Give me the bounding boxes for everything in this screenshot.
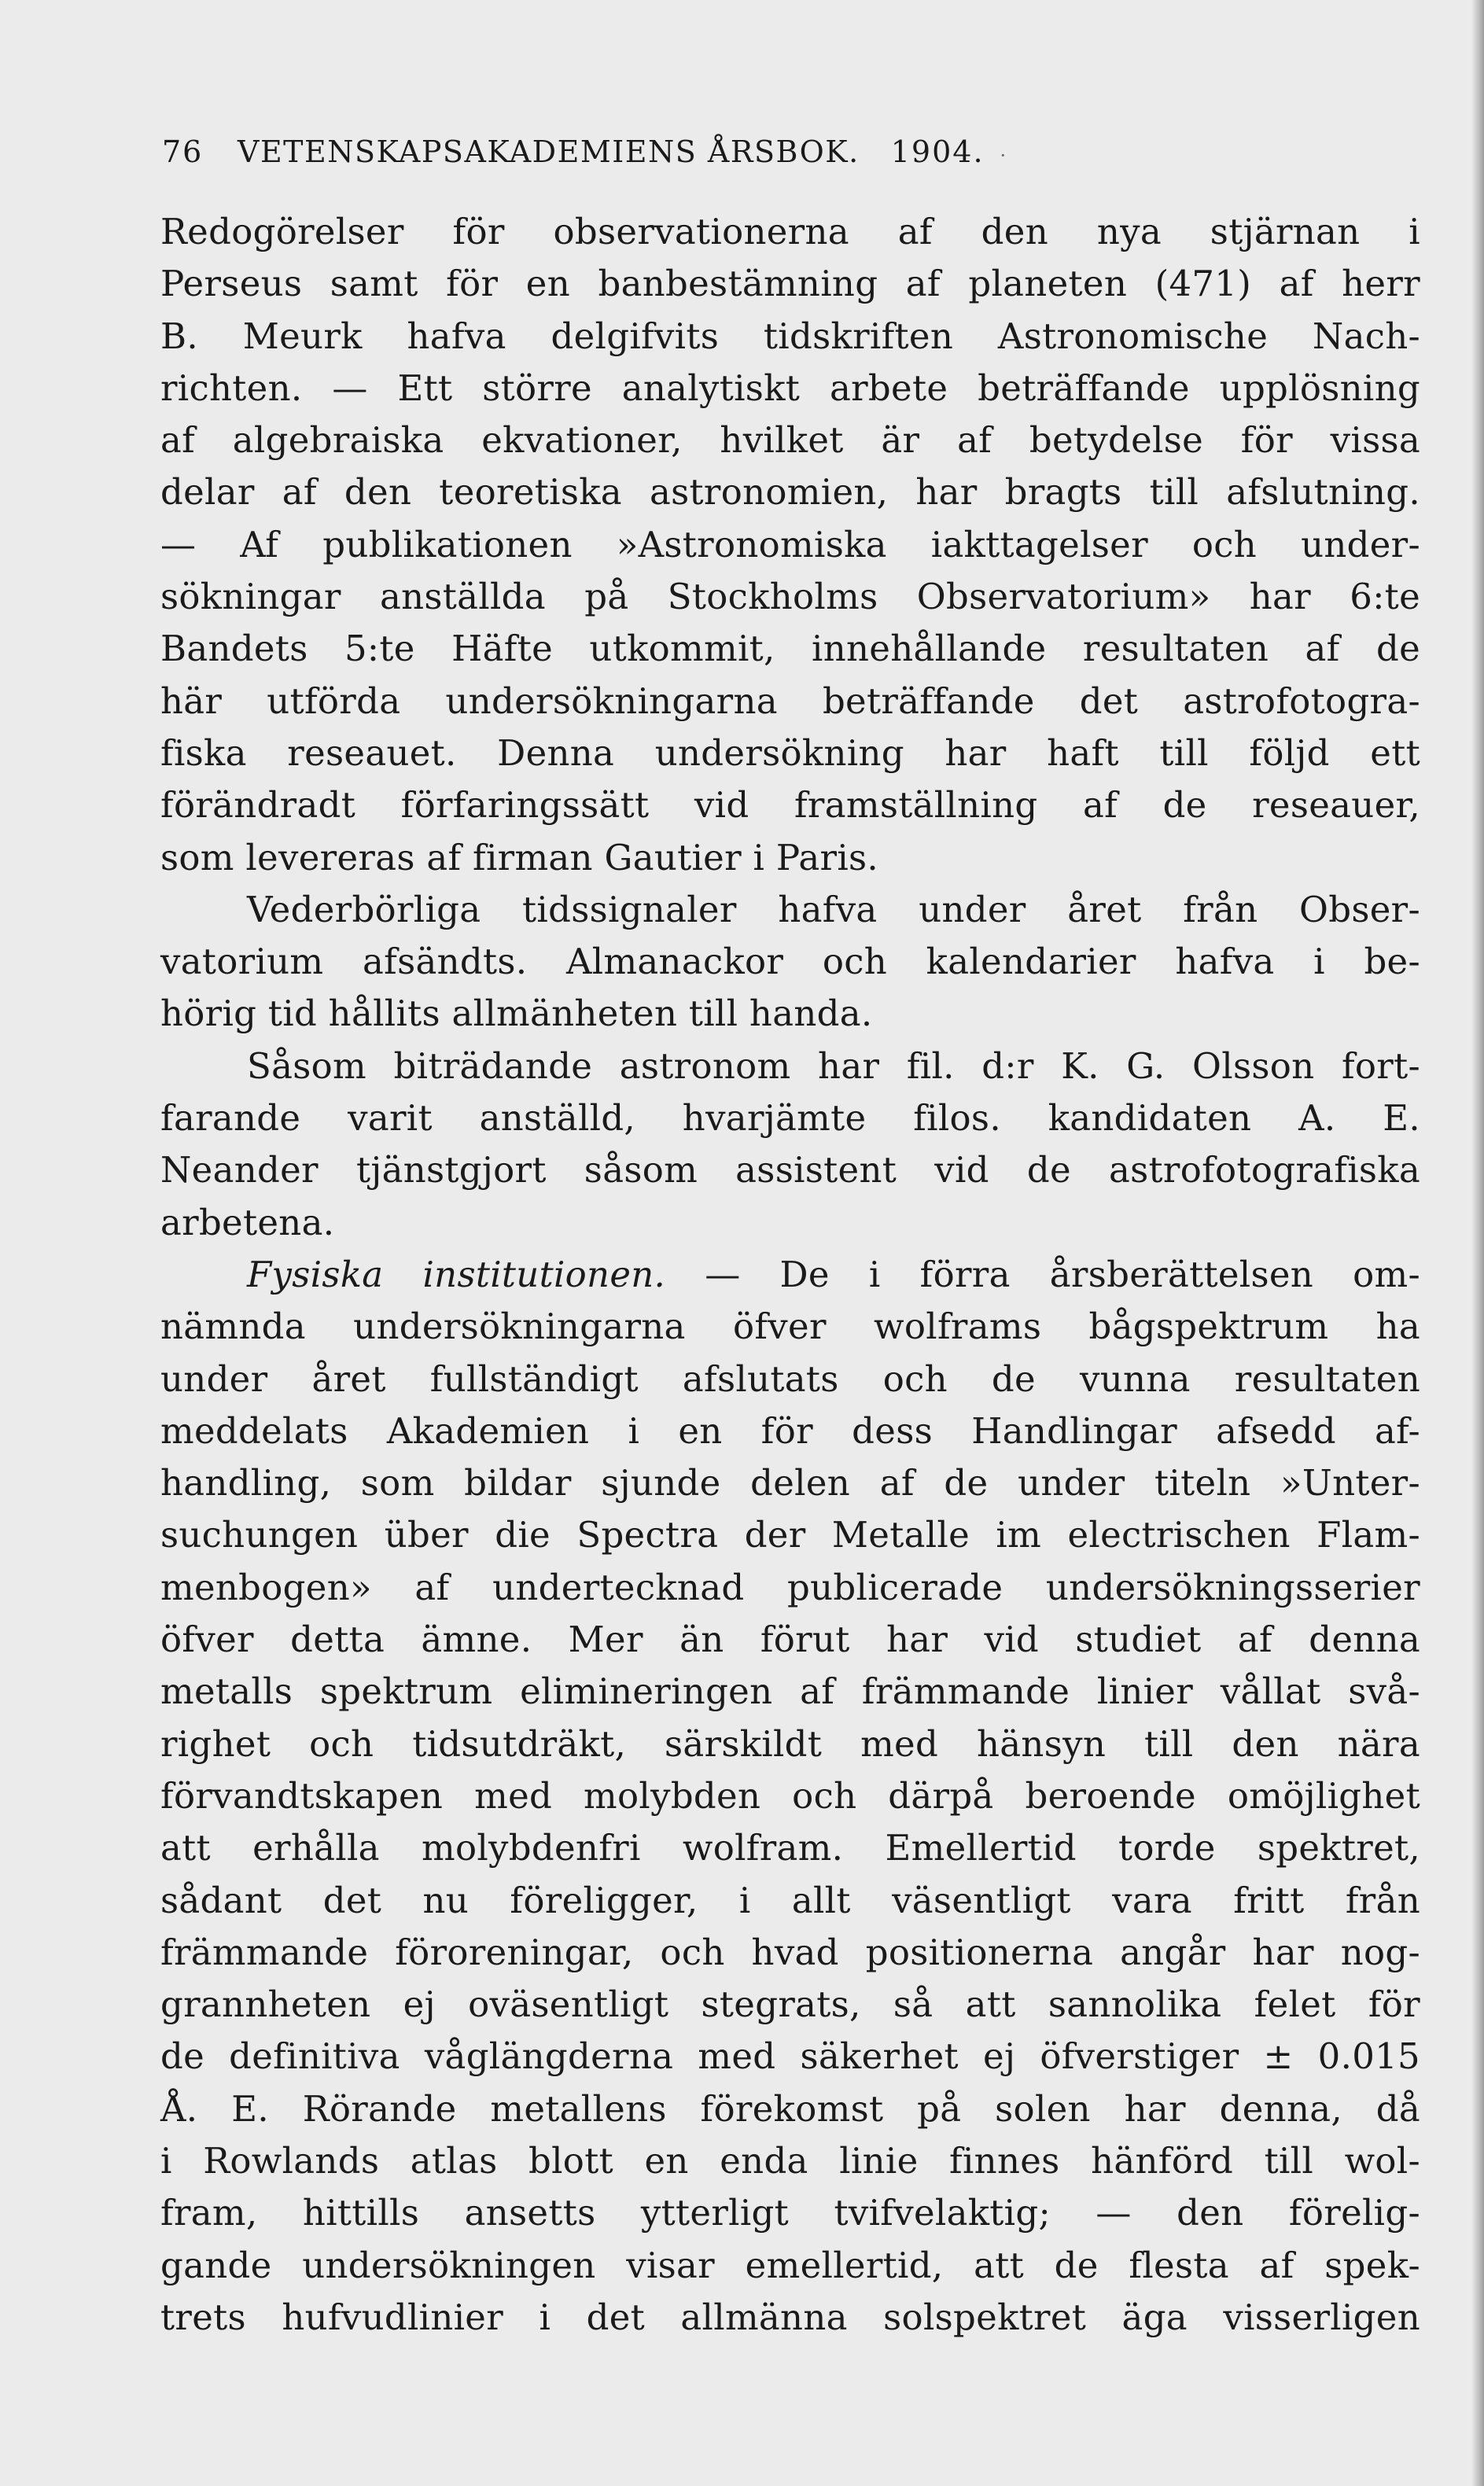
text-line: gande undersökningen visar emellertid, att de flesta af spek- (160, 2244, 1420, 2286)
text-line: — De i förra årsberättelsen om- (705, 1253, 1420, 1295)
text-line: i Rowlands atlas blott en enda linie finnes hänförd till wol- (160, 2139, 1420, 2182)
text-line: Såsom biträdande astronom har fil. d:r K. G. Olsson fort- (247, 1044, 1420, 1087)
text-line: förvandtskapen med molybden och därpå beroende omöjlighet (160, 1774, 1420, 1817)
text-line: nämnda undersökningarna öfver wolframs bågspektrum ha (160, 1306, 1420, 1348)
text-line: sådant det nu föreligger, i allt väsentligt vara fritt från (160, 1879, 1420, 1921)
text-line: här utförda undersökningarna beträffande det astrofotogra- (160, 680, 1420, 722)
text-line: arbetena. (160, 1201, 335, 1243)
text-line: främmande föroreningar, och hvad positionerna angår har nog- (160, 1931, 1420, 1973)
text-line: Å. E. Rörande metallens förekomst på solen har denna, då (160, 2087, 1420, 2130)
text-line: fram, hittills ansetts ytterligt tvifvelaktig; — den förelig- (160, 2192, 1420, 2234)
text-line: delar af den teoretiska astronomien, har bragts till afslutning. (160, 471, 1420, 514)
running-head-year: 1904. (890, 134, 985, 169)
text-line: under året fullständigt afslutats och de vunna resultaten (160, 1357, 1420, 1400)
text-line: menbogen» af undertecknad publicerade undersökningsserier (160, 1566, 1420, 1608)
section-heading: Fysiska institutionen. (247, 1253, 666, 1295)
text-line: meddelats Akademien i en för dess Handlingar afsedd af- (160, 1409, 1420, 1452)
section-heading-line (160, 1249, 1420, 1301)
text-line: righet och tidsutdräkt, särskildt med hänsyn till den nära (160, 1722, 1420, 1765)
page-edge-shadow (1471, 0, 1484, 2486)
text-line: Bandets 5:te Häfte utkommit, innehållande resultaten af de (160, 628, 1420, 670)
text-line: att erhålla molybdenfri wolfram. Emellertid torde spektret, (160, 1827, 1420, 1869)
text-line: vatorium afsändts. Almanackor och kalendarier hafva i be- (160, 941, 1420, 983)
header-mark: · (1000, 145, 1008, 167)
text-line: af algebraiska ekvationer, hvilket är af betydelse för vissa (160, 419, 1420, 462)
text-line: farande varit anställd, hvarjämte filos. kandidaten A. E. (160, 1097, 1420, 1140)
text-line: B. Meurk hafva delgifvits tidskriften Astronomische Nach- (160, 315, 1420, 357)
body-text (160, 206, 1420, 2344)
text-line: sökningar anställda på Stockholms Observatorium» har 6:te (160, 576, 1420, 618)
text-line: Perseus samt för en banbestämning af planeten (471) af herr (160, 263, 1420, 305)
text-line: förändradt förfaringssätt vid framställning af de reseauer, (160, 784, 1420, 827)
text-line: handling, som bildar sjunde delen af de under titeln »Unter- (160, 1462, 1420, 1504)
text-line: öfver detta ämne. Mer än förut har vid studiet af denna (160, 1619, 1420, 1661)
text-line: — Af publikationen »Astronomiska iakttagelser och under- (160, 523, 1420, 565)
text-line: Neander tjänstgjort såsom assistent vid de astrofotografiska (160, 1149, 1420, 1191)
text-line: som levereras af firman Gautier i Paris. (160, 836, 879, 878)
page-number: 76 (162, 134, 204, 169)
text-line: suchungen über die Spectra der Metalle im electrischen Flam- (160, 1514, 1420, 1556)
text-line: Redogörelser för observationerna af den nya stjärnan i (160, 211, 1420, 252)
text-line: de definitiva våglängderna med säkerhet ej öfverstiger ± 0.015 (160, 2035, 1420, 2078)
text-line: metalls spektrum elimineringen af främmande linier vållat svå- (160, 1670, 1420, 1713)
text-line: richten. — Ett större analytiskt arbete beträffande upplösning (160, 366, 1420, 409)
text-line: trets hufvudlinier i det allmänna solspektret äga visserligen (160, 2296, 1420, 2338)
text-line: fiska reseauet. Denna undersökning har haft till följd ett (160, 731, 1420, 774)
running-header (162, 132, 1342, 171)
running-head-title: VETENSKAPSAKADEMIENS ÅRSBOK. (238, 134, 860, 169)
text-line: grannheten ej oväsentligt stegrats, så att sannolika felet för (160, 1983, 1420, 2026)
text-line: Vederbörliga tidssignaler hafva under året från Obser- (247, 888, 1420, 930)
text-line: hörig tid hållits allmänheten till handa. (160, 993, 873, 1035)
